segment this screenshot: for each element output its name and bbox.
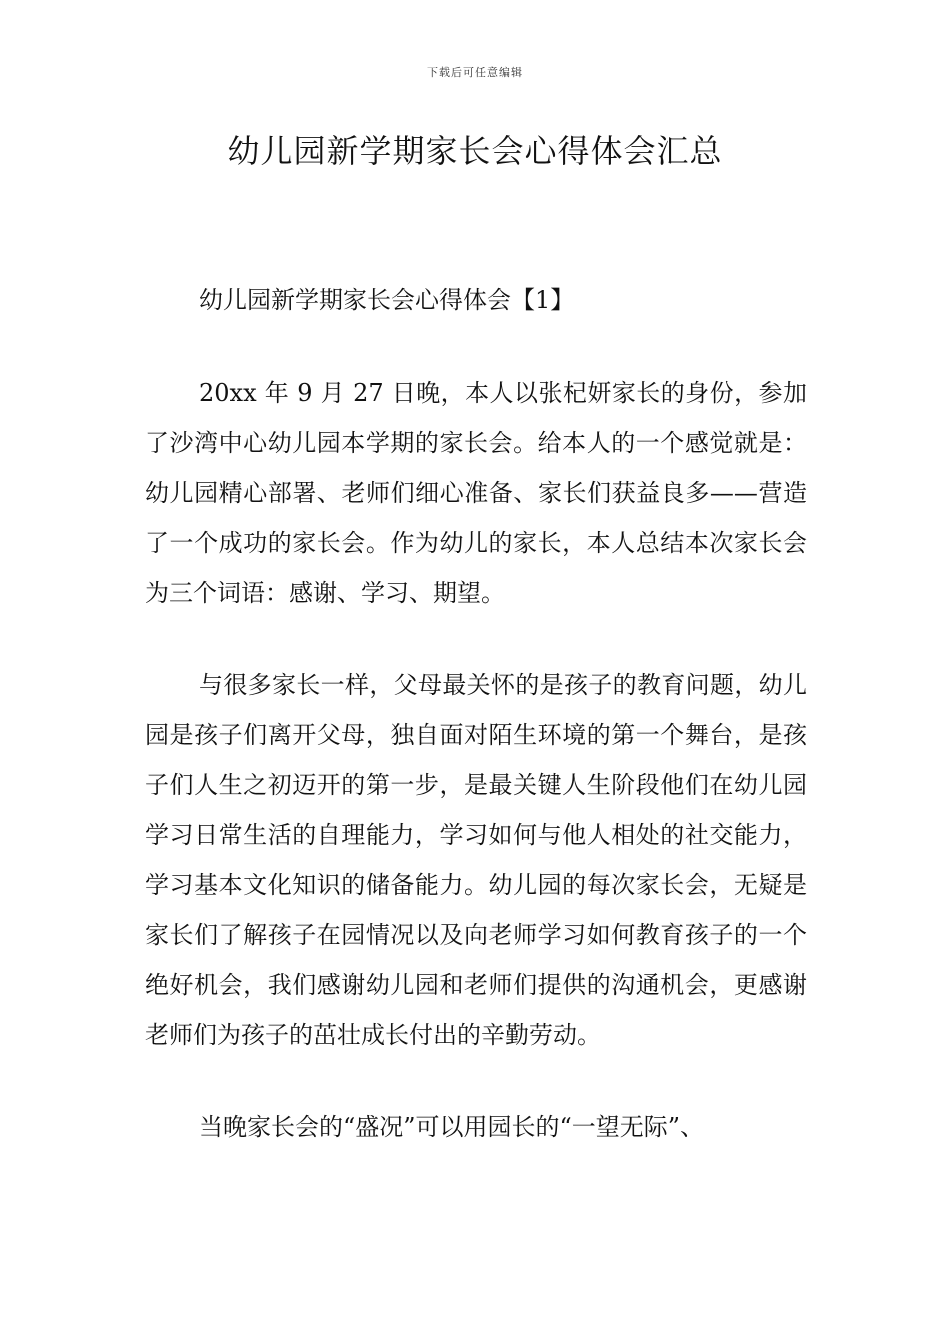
paragraph-3: 当晚家长会的“盛况”可以用园长的“一望无际”、 (199, 1113, 705, 1141)
section-heading: 幼儿园新学期家长会心得体会【1】 (199, 286, 575, 314)
document-title: 幼儿园新学期家长会心得体会汇总 (227, 132, 723, 170)
document-body (145, 276, 807, 1194)
paragraph-1: 20xx 年 9 月 27 日晚，本人以张杞妍家长的身份，参加了沙湾中心幼儿园本学期的家长会。给本人的一个感觉就是：幼儿园精心部署、老师们细心准备、家长们获益良多——营造了一个成功的家长会。作为幼儿的家长，本人总结本次家长会为三个词语：感谢、学习、期望。 (145, 379, 807, 607)
page-header-note: 下载后可任意编辑 (427, 66, 523, 79)
paragraph-2: 与很多家长一样，父母最关怀的是孩子的教育问题，幼儿园是孩子们离开父母，独自面对陌生环境的第一个舞台，是孩子们人生之初迈开的第一步，是最关键人生阶段他们在幼儿园学习日常生活的自理能力，学习如何与他人相处的社交能力，学习基本文化知识的储备能力。幼儿园的每次家长会，无疑是家长们了解孩子在园情况以及向老师学习如何教育孩子的一个绝好机会，我们感谢幼儿园和老师们提供的沟通机会，更感谢老师们为孩子的茁壮成长付出的辛勤劳动。 (145, 671, 807, 1049)
